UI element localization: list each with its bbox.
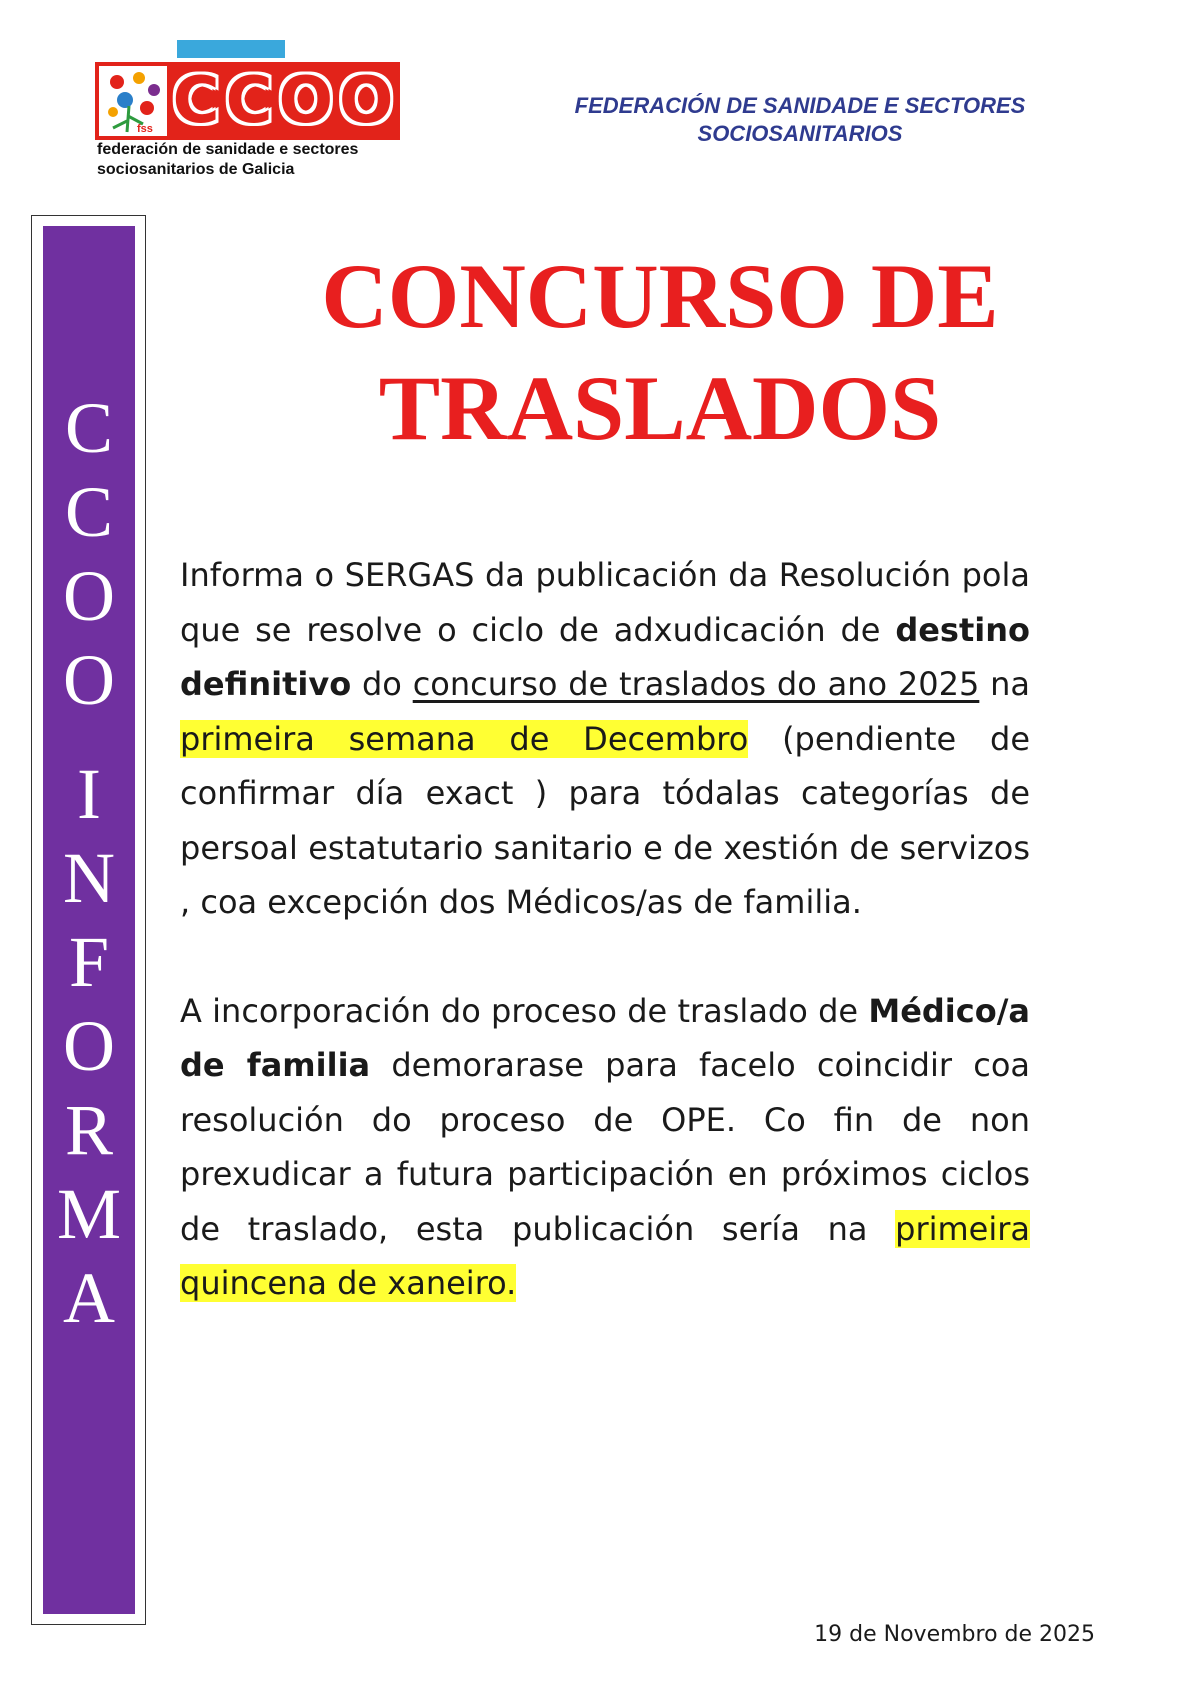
logo-subtitle-line2: sociosanitarios de Galicia: [97, 161, 295, 178]
logo-subtitle-line1: federación de sanidade e sectores: [97, 141, 359, 158]
flower-logo-icon: [99, 66, 167, 136]
sidebar-letter: R: [64, 1090, 114, 1170]
title-line2: TRASLADOS: [378, 357, 942, 459]
federation-line1: FEDERACIÓN DE SANIDADE E SECTORES: [574, 93, 1026, 118]
ccoo-informa-sidebar: [43, 226, 135, 1614]
federation-heading: [540, 92, 1060, 148]
publication-date: 19 de Novembro de 2025: [814, 1622, 1095, 1647]
svg-text:fss: fss: [137, 123, 153, 135]
announcement-body: [180, 548, 1030, 1311]
ccoo-logo: [95, 40, 405, 185]
underlined-concurso: concurso de traslados do ano 2025: [412, 665, 980, 703]
sidebar-letter: C: [64, 388, 114, 468]
bold-medico-familia: Médico/a de familia: [180, 991, 1030, 1084]
logo-blue-bar: [177, 40, 285, 58]
paragraph-1: Informa o SERGAS da publicación da Resolución pola que se resolve o ciclo de adxudicación de destino definitivo do concurso de traslados do ano 2025 na primeira semana de Decembro (pendiente de confirmar día exact ) para tódalas categorías de persoal estatutario sanitario e de xestión de servizos , coa excepción dos Médicos/as de familia.: [180, 556, 1031, 921]
sidebar-letter: A: [63, 1258, 115, 1338]
page-title: [210, 240, 1110, 464]
sidebar-letter: O: [63, 640, 115, 720]
highlight-xaneiro: primeira quincena de xaneiro.: [180, 1209, 1030, 1302]
federation-line2: SOCIOSANITARIOS: [697, 121, 903, 146]
logo-ccoo-text: CCOO: [172, 64, 400, 138]
sidebar-letter: F: [68, 922, 110, 1002]
sidebar-letter: N: [63, 838, 115, 918]
title-line1: CONCURSO DE: [321, 245, 999, 347]
paragraph-2: A incorporación do proceso de traslado de Médico/a de familia demorarase para facelo coincidir coa resolución do proceso de OPE. Co fin de non prexudicar a futura participación en próximos ciclos de traslado, esta publicación sería na primeira quincena de xaneiro.: [180, 991, 1031, 1302]
sidebar-letter: C: [64, 472, 114, 552]
bold-destino-definitivo: destino definitivo: [180, 610, 1030, 703]
highlight-decembro: primeira semana de Decembro: [180, 719, 749, 758]
sidebar-letter: I: [77, 754, 101, 834]
sidebar-letter: O: [63, 556, 115, 636]
sidebar-letter: O: [63, 1006, 115, 1086]
sidebar-letter: M: [56, 1174, 122, 1254]
